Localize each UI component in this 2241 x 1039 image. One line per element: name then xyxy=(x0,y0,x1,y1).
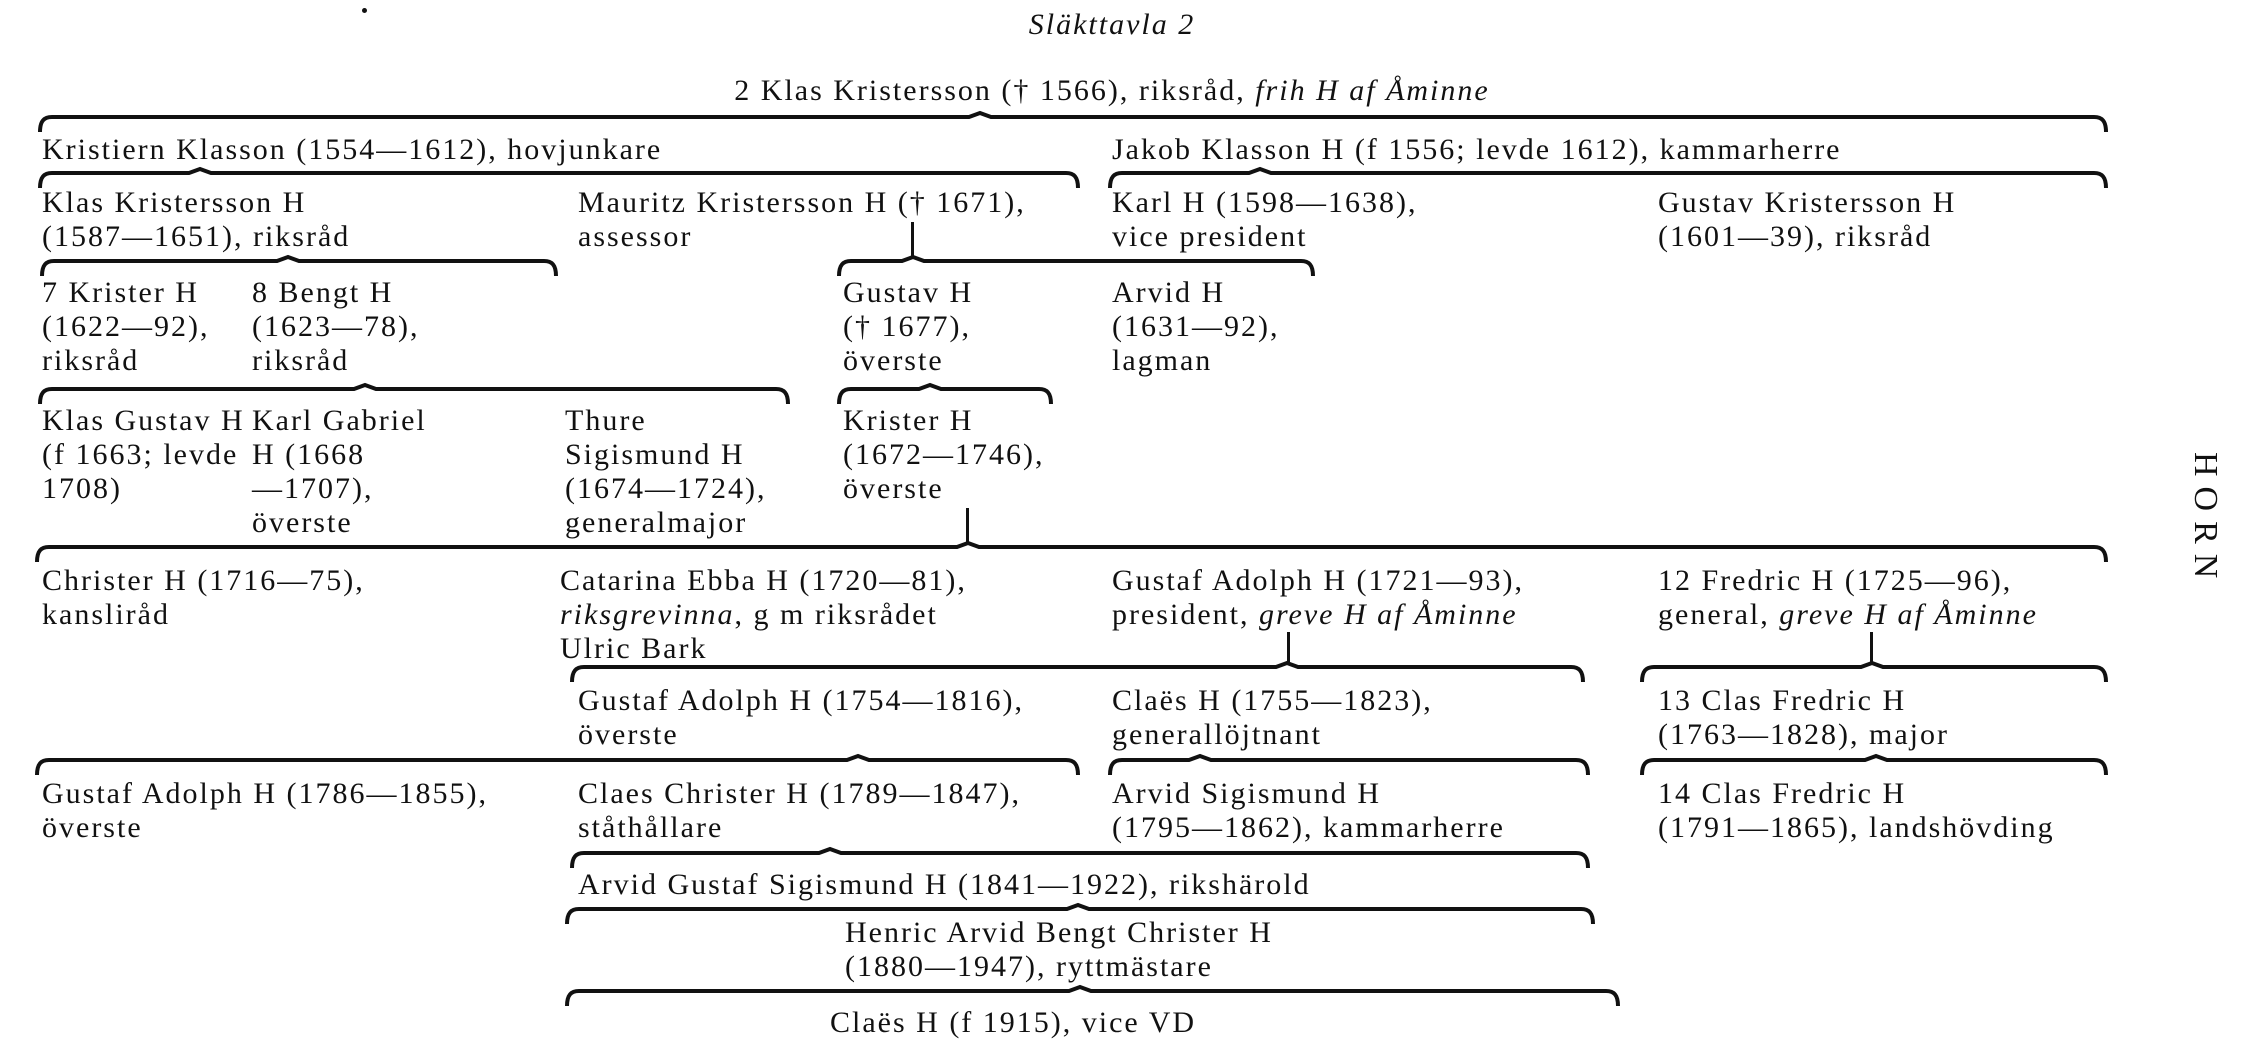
person-krister-h-1672 xyxy=(843,404,1044,506)
person-line: Kristiern Klasson (1554—1612), hovjunkare xyxy=(42,133,663,166)
descent-brace-e xyxy=(837,256,1315,278)
person-line: lagman xyxy=(1112,344,1213,377)
person-line: Claës H (f 1915), vice VD xyxy=(830,1006,1197,1039)
person-arvid-h-lagman xyxy=(1112,276,1279,378)
person-line: (1674—1724), xyxy=(565,472,767,505)
person-line: överste xyxy=(843,472,944,505)
person-mauritz-kristersson-h xyxy=(578,186,1026,254)
person-thure-sigismund-h xyxy=(565,404,766,540)
person-arvid-gustaf-sigismund-h xyxy=(578,868,1311,902)
descent-brace-i xyxy=(35,542,2108,564)
person-line: riksgrevinna, g m riksrådet xyxy=(560,598,938,631)
person-line: Klas Gustav H xyxy=(42,404,245,437)
person-arvid-sigismund-h xyxy=(1112,777,1505,845)
person-line: riksråd xyxy=(42,344,140,377)
person-line: (1631—92), xyxy=(1112,310,1280,343)
person-line: överste xyxy=(578,718,679,751)
descent-brace-d xyxy=(40,256,558,278)
person-catarina-ebba-h xyxy=(560,564,967,666)
scan-speck xyxy=(362,8,367,13)
margin-surname-label: HORN xyxy=(2187,452,2224,589)
person-kristiern-klasson xyxy=(42,133,662,167)
descent-brace-l xyxy=(35,755,1080,777)
person-line: (1601—39), riksråd xyxy=(1658,220,1933,253)
person-line: Claes Christer H (1789—1847), xyxy=(578,777,1021,810)
person-krister-h-7 xyxy=(42,276,209,378)
person-line: (1672—1746), xyxy=(843,438,1045,471)
person-line: generalmajor xyxy=(565,506,748,539)
person-line: Krister H xyxy=(843,404,974,437)
person-line: (1880—1947), ryttmästare xyxy=(845,950,1213,983)
person-christer-h-1716 xyxy=(42,564,365,632)
person-gustav-h-d1677 xyxy=(843,276,973,378)
person-line: 13 Clas Fredric H xyxy=(1658,684,1907,717)
descent-brace-a xyxy=(38,112,2108,134)
descent-line-fredric12-to-children xyxy=(1870,632,1873,664)
person-line: general, greve H af Åminne xyxy=(1658,598,2038,631)
person-karl-gabriel-h xyxy=(252,404,427,540)
person-line: Catarina Ebba H (1720—81), xyxy=(560,564,967,597)
person-jakob-klasson xyxy=(1112,133,1842,167)
person-line: Sigismund H xyxy=(565,438,745,471)
descent-line-gustaf1721-to-children xyxy=(1287,632,1290,664)
person-line: president, greve H af Åminne xyxy=(1112,598,1518,631)
descent-brace-g xyxy=(38,384,790,406)
person-gustaf-adolph-h-1786 xyxy=(42,777,488,845)
person-line: Thure xyxy=(565,404,647,437)
person-karl-h xyxy=(1112,186,1417,254)
person-klas-gustav-h xyxy=(42,404,245,506)
person-claes-h-1915 xyxy=(830,1006,1196,1039)
person-line: Gustaf Adolph H (1786—1855), xyxy=(42,777,488,810)
person-line: —1707), xyxy=(252,472,374,505)
descent-brace-b xyxy=(38,168,1080,190)
person-line: Arvid Gustaf Sigismund H (1841—1922), rikshärold xyxy=(578,868,1311,901)
person-line: Arvid Sigismund H xyxy=(1112,777,1382,810)
person-line: överste xyxy=(252,506,353,539)
person-line: assessor xyxy=(578,220,693,253)
person-line: 14 Clas Fredric H xyxy=(1658,777,1907,810)
descent-brace-p xyxy=(565,904,1595,926)
person-line: (1623—78), xyxy=(252,310,420,343)
person-clas-fredric-h-13 xyxy=(1658,684,1949,752)
person-line: (1795—1862), kammarherre xyxy=(1112,811,1505,844)
descent-line-mauritz-to-children xyxy=(911,222,914,258)
person-clas-fredric-h-14 xyxy=(1658,777,2055,845)
person-line: (1763—1828), major xyxy=(1658,718,1949,751)
person-line: Gustav H xyxy=(843,276,974,309)
person-claes-h-1755 xyxy=(1112,684,1433,752)
person-line: Klas Kristersson H xyxy=(42,186,307,219)
person-line: (f 1663; levde xyxy=(42,438,239,471)
person-klas-kristersson-d1566 xyxy=(734,74,1489,108)
descent-brace-h xyxy=(837,384,1053,406)
person-line: Christer H (1716—75), xyxy=(42,564,365,597)
descent-brace-k xyxy=(1640,662,2108,684)
person-bengt-h-8 xyxy=(252,276,419,378)
person-claes-christer-h xyxy=(578,777,1021,845)
person-line: överste xyxy=(843,344,944,377)
person-line: överste xyxy=(42,811,143,844)
person-line: (1622—92), xyxy=(42,310,210,343)
person-line: riksråd xyxy=(252,344,350,377)
person-line: (1587—1651), riksråd xyxy=(42,220,351,253)
descent-brace-j xyxy=(570,662,1585,684)
person-line: 12 Fredric H (1725—96), xyxy=(1658,564,2013,597)
person-line: Karl H (1598—1638), xyxy=(1112,186,1418,219)
person-line: Gustaf Adolph H (1754—1816), xyxy=(578,684,1024,717)
descent-brace-n xyxy=(1640,755,2108,777)
person-line: ståthållare xyxy=(578,811,724,844)
person-gustav-kristersson-h xyxy=(1658,186,1956,254)
person-line: Arvid H xyxy=(1112,276,1226,309)
person-line: generallöjtnant xyxy=(1112,718,1322,751)
person-line: Gustav Kristersson H xyxy=(1658,186,1957,219)
person-line: 7 Krister H xyxy=(42,276,199,309)
person-gustaf-adolph-h-1721 xyxy=(1112,564,1524,632)
person-line: 2 Klas Kristersson († 1566), riksråd, frih H af Åminne xyxy=(734,74,1490,107)
descent-line-krister1672-to-children xyxy=(966,508,969,544)
person-line: Karl Gabriel xyxy=(252,404,427,437)
descent-brace-q xyxy=(565,986,1620,1008)
person-line: (1791—1865), landshövding xyxy=(1658,811,2055,844)
person-line: Ulric Bark xyxy=(560,632,708,665)
person-line: Jakob Klasson H (f 1556; levde 1612), kammarherre xyxy=(1112,133,1842,166)
person-fredric-h-12 xyxy=(1658,564,2038,632)
page-title: Släkttavla 2 xyxy=(1028,8,1196,41)
person-line: vice president xyxy=(1112,220,1308,253)
person-line: kansliråd xyxy=(42,598,170,631)
person-line: Henric Arvid Bengt Christer H xyxy=(845,916,1273,949)
person-klas-kristersson-h xyxy=(42,186,350,254)
person-line: Claës H (1755—1823), xyxy=(1112,684,1433,717)
person-line: H (1668 xyxy=(252,438,366,471)
person-gustaf-adolph-h-1754 xyxy=(578,684,1024,752)
person-line: 8 Bengt H xyxy=(252,276,394,309)
person-line: († 1677), xyxy=(843,310,971,343)
descent-brace-c xyxy=(1108,168,2108,190)
descent-brace-o xyxy=(570,848,1590,870)
person-line: Gustaf Adolph H (1721—93), xyxy=(1112,564,1524,597)
person-line: Mauritz Kristersson H († 1671), xyxy=(578,186,1026,219)
person-line: 1708) xyxy=(42,472,122,505)
person-henric-arvid-bengt-christer-h xyxy=(845,916,1273,984)
descent-brace-m xyxy=(1108,755,1590,777)
